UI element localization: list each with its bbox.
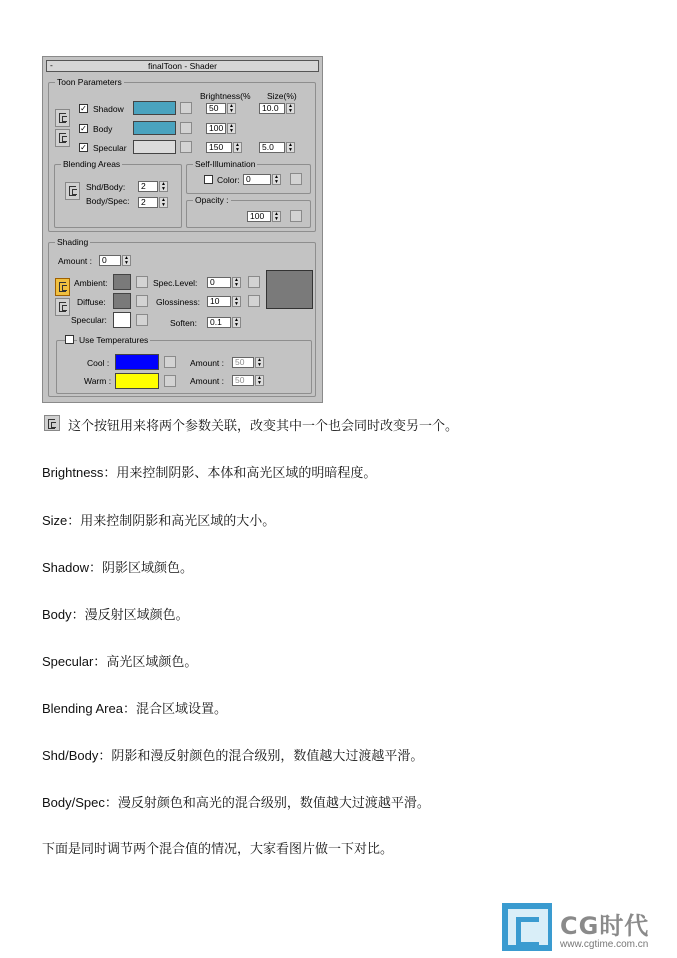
body-color-swatch[interactable]	[133, 121, 176, 135]
shading-group	[48, 237, 316, 397]
opacity-map-button[interactable]	[290, 210, 302, 222]
spinner-arrows-icon[interactable]: ▲ ▼	[233, 142, 242, 153]
blending-line: Blending Area：混合区域设置。	[42, 701, 227, 717]
body-map-button[interactable]	[180, 122, 192, 134]
use-temperatures-group	[56, 335, 312, 394]
size-line: Size：用来控制阴影和高光区域的大小。	[42, 513, 276, 529]
shading-amount-label: Amount :	[58, 256, 93, 266]
shadow-label: Shadow	[93, 104, 124, 114]
soften-label: Soften:	[170, 318, 197, 328]
opacity-spinner[interactable]: 100 ▲ ▼	[247, 211, 271, 222]
specular-map-button[interactable]	[180, 141, 192, 153]
shd-body-spinner[interactable]: 2 ▲ ▼	[138, 181, 158, 192]
toon-parameters-group	[48, 77, 316, 232]
self-illum-color-checkbox[interactable]	[204, 175, 213, 184]
spinner-arrows-icon[interactable]: ▲ ▼	[272, 174, 281, 185]
cool-map-button[interactable]	[164, 356, 176, 368]
spinner-arrows-icon[interactable]: ▲ ▼	[255, 375, 264, 386]
glossiness-label: Glossiness:	[156, 297, 200, 307]
spec-level-map-button[interactable]	[248, 276, 260, 288]
ambient-map-button[interactable]	[136, 276, 148, 288]
shadow-line: Shadow：阴影区域颜色。	[42, 560, 193, 576]
opacity-title: Opacity :	[195, 195, 229, 205]
blending-lock-button[interactable]	[65, 182, 80, 200]
self-illum-map-button[interactable]	[290, 173, 302, 185]
specular-brightness-spinner[interactable]: 150 ▲ ▼	[206, 142, 232, 153]
shadow-body-lock-button[interactable]	[55, 109, 70, 127]
body-checkbox[interactable]: ✓	[80, 124, 87, 133]
glossiness-spinner[interactable]: 10 ▲ ▼	[207, 296, 231, 307]
spinner-arrows-icon[interactable]: ▲ ▼	[232, 277, 241, 288]
spinner-arrows-icon[interactable]: ▲ ▼	[232, 317, 241, 328]
cgtime-logo	[502, 903, 662, 953]
ambient-label: Ambient:	[74, 278, 108, 288]
comparison-line: 下面是同时调节两个混合值的情况，大家看图片做一下对比。	[42, 842, 394, 857]
spec-level-spinner[interactable]: 0 ▲ ▼	[207, 277, 231, 288]
ambient-color-swatch[interactable]	[113, 274, 131, 290]
opacity-group	[186, 195, 311, 228]
specular-shading-map-button[interactable]	[136, 314, 148, 326]
rollout-titlebar[interactable]	[46, 60, 319, 72]
brightness-header: Brightness(%	[200, 91, 251, 101]
diffuse-specular-lock-button[interactable]	[55, 298, 70, 316]
lock-icon	[59, 113, 66, 123]
blending-areas-title: Blending Areas	[63, 159, 121, 169]
brightness-line: Brightness：用来控制阴影、本体和高光区域的明暗程度。	[42, 465, 377, 481]
warm-color-swatch[interactable]	[115, 373, 159, 389]
self-illum-color-label: Color:	[217, 175, 240, 185]
body-label: Body	[93, 124, 113, 134]
spinner-arrows-icon[interactable]: ▲ ▼	[255, 357, 264, 368]
cool-label: Cool :	[87, 358, 110, 368]
logo-mark-icon	[502, 903, 552, 951]
specular-shading-label: Specular:	[71, 315, 107, 325]
shd-body-label: Shd/Body:	[86, 182, 126, 192]
self-illum-color-spinner[interactable]: 0 ▲ ▼	[243, 174, 271, 185]
spinner-arrows-icon[interactable]: ▲ ▼	[122, 255, 131, 266]
body-specular-lock-button[interactable]	[55, 129, 70, 147]
specular-line: Specular：高光区域颜色。	[42, 654, 198, 670]
warm-map-button[interactable]	[164, 375, 176, 387]
soften-spinner[interactable]: 0.1 ▲ ▼	[207, 317, 231, 328]
rollout-title: finalToon - Shader	[148, 61, 217, 71]
specular-shading-color-swatch[interactable]	[113, 312, 131, 328]
shadow-size-spinner[interactable]: 10.0 ▲ ▼	[259, 103, 285, 114]
spinner-arrows-icon[interactable]: ▲ ▼	[227, 103, 236, 114]
spinner-arrows-icon[interactable]: ▲ ▼	[272, 211, 281, 222]
spinner-arrows-icon[interactable]: ▲ ▼	[286, 103, 295, 114]
body-line: Body：漫反射区域颜色。	[42, 607, 189, 623]
lock-button-description: 这个按钮用来将两个参数关联，改变其中一个也会同时改变另一个。	[68, 419, 459, 434]
shadow-map-button[interactable]	[180, 102, 192, 114]
lock-icon	[59, 302, 66, 312]
spinner-arrows-icon[interactable]: ▲ ▼	[227, 123, 236, 134]
logo-url: www.cgtime.com.cn	[560, 939, 649, 950]
warm-amount-label: Amount :	[190, 376, 225, 386]
body-brightness-spinner[interactable]: 100 ▲ ▼	[206, 123, 226, 134]
spec-level-label: Spec.Level:	[153, 278, 198, 288]
specular-size-spinner[interactable]: 5.0 ▲ ▼	[259, 142, 285, 153]
diffuse-map-button[interactable]	[136, 295, 148, 307]
logo-brand: CG时代	[560, 912, 650, 940]
diffuse-label: Diffuse:	[77, 297, 106, 307]
specular-color-swatch[interactable]	[133, 140, 176, 154]
lock-icon	[44, 415, 60, 431]
self-illumination-title: Self-Illumination	[195, 159, 256, 169]
self-illumination-group	[186, 159, 311, 194]
use-temperatures-label: Use Temperatures	[79, 335, 149, 345]
toon-parameters-title: Toon Parameters	[57, 77, 122, 87]
warm-amount-spinner[interactable]: 50 ▲ ▼	[232, 375, 254, 386]
ambient-diffuse-lock-button[interactable]	[55, 278, 70, 296]
specular-checkbox[interactable]: ✓	[80, 143, 87, 152]
lock-icon	[59, 133, 66, 143]
cool-color-swatch[interactable]	[115, 354, 159, 370]
diffuse-color-swatch[interactable]	[113, 293, 131, 309]
collapse-icon[interactable]: -	[50, 60, 53, 70]
body-spec-spinner[interactable]: 2 ▲ ▼	[138, 197, 158, 208]
shading-amount-spinner[interactable]: 0 ▲ ▼	[99, 255, 121, 266]
shd-body-line: Shd/Body：阴影和漫反射颜色的混合级别，数值越大过渡越平滑。	[42, 748, 424, 764]
highlight-preview	[266, 270, 313, 309]
size-header: Size(%)	[267, 91, 297, 101]
shading-title: Shading	[57, 237, 89, 247]
shadow-color-swatch[interactable]	[133, 101, 176, 115]
warm-label: Warm :	[84, 376, 112, 386]
shadow-brightness-spinner[interactable]: 50 ▲ ▼	[206, 103, 226, 114]
use-temperatures-checkbox[interactable]	[65, 335, 74, 344]
shader-panel	[42, 56, 323, 403]
lock-icon	[69, 186, 76, 196]
spinner-arrows-icon[interactable]: ▲ ▼	[232, 296, 241, 307]
spinner-arrows-icon[interactable]: ▲ ▼	[286, 142, 295, 153]
blending-areas-group	[54, 159, 182, 228]
cool-amount-label: Amount :	[190, 358, 225, 368]
body-spec-label: Body/Spec:	[86, 196, 130, 206]
specular-label: Specular	[93, 143, 127, 153]
body-spec-line: Body/Spec：漫反射颜色和高光的混合级别，数值越大过渡越平滑。	[42, 795, 430, 811]
cool-amount-spinner[interactable]: 50 ▲ ▼	[232, 357, 254, 368]
lock-icon	[59, 282, 66, 292]
glossiness-map-button[interactable]	[248, 295, 260, 307]
spinner-arrows-icon[interactable]: ▲ ▼	[159, 181, 168, 192]
shadow-checkbox[interactable]: ✓	[80, 104, 87, 113]
spinner-arrows-icon[interactable]: ▲ ▼	[159, 197, 168, 208]
